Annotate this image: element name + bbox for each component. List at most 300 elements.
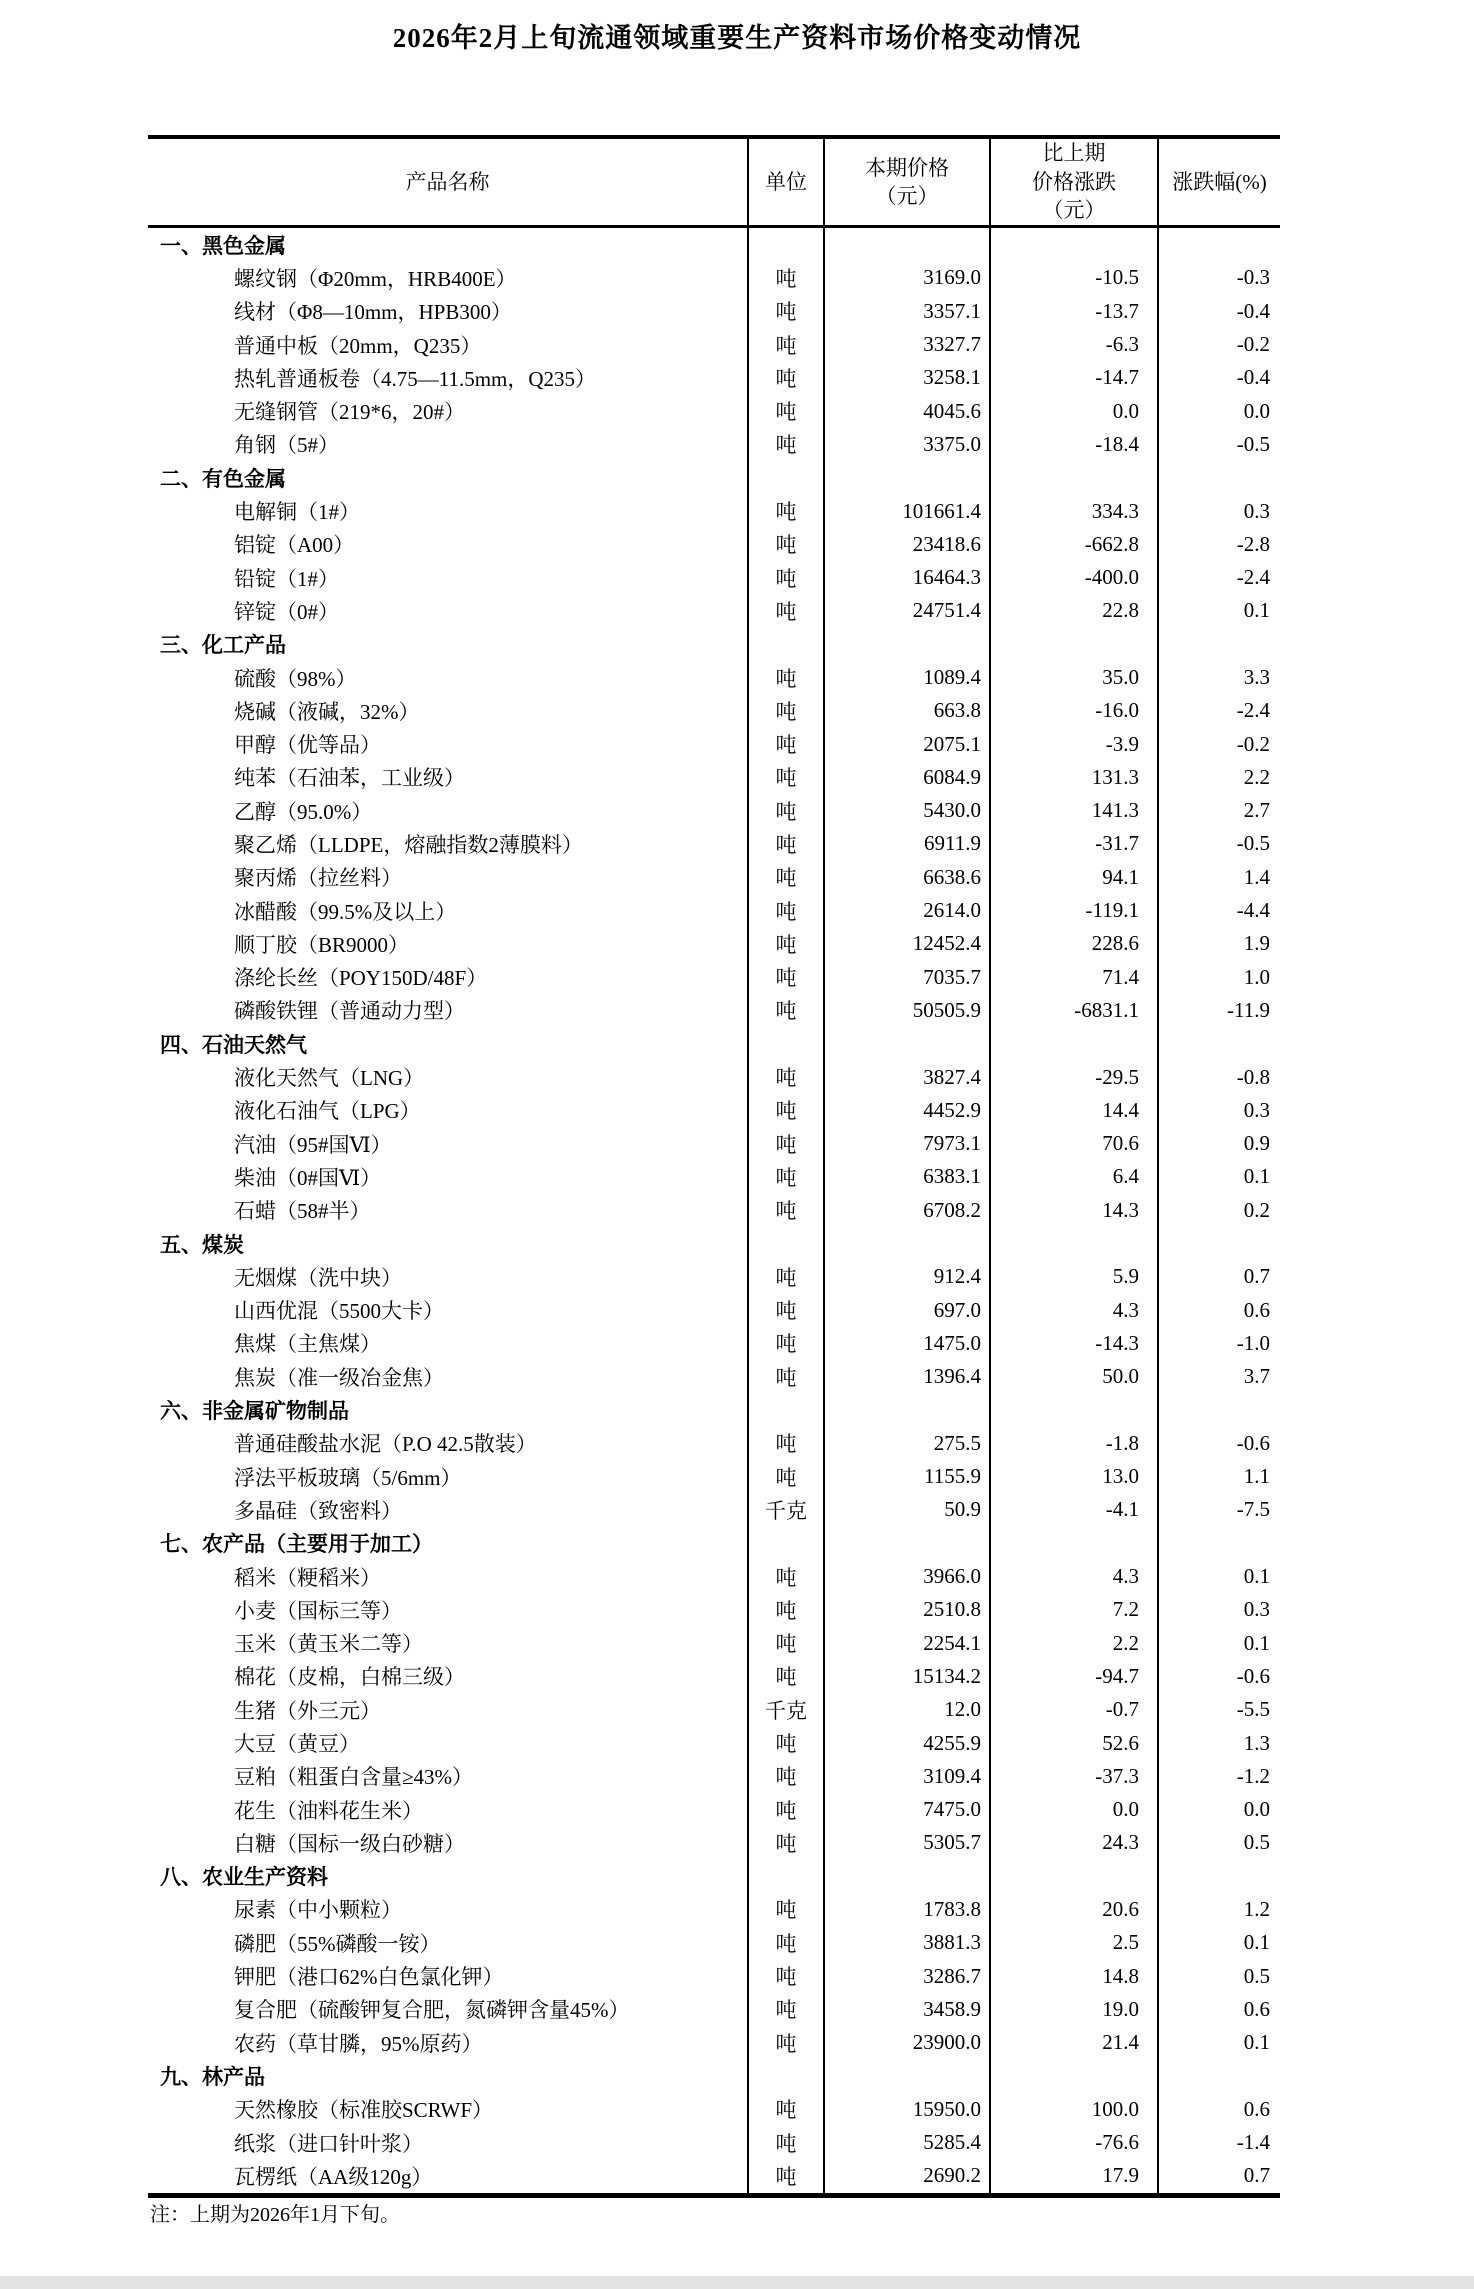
product-cell: 小麦（国标三等） — [234, 1598, 402, 1623]
table-row — [148, 1360, 1280, 1393]
table-row — [148, 1926, 1280, 1959]
unit-cell: 吨 — [748, 694, 824, 727]
table-row — [148, 1294, 1280, 1327]
table-row — [148, 694, 1280, 727]
pct-cell: -0.2 — [1158, 328, 1280, 361]
unit-cell: 吨 — [748, 994, 824, 1027]
product-cell: 花生（油料花生米） — [234, 1798, 423, 1823]
col-header-unit: 单位 — [748, 137, 824, 227]
change-cell: -94.7 — [990, 1660, 1158, 1693]
pct-cell: -0.8 — [1158, 1060, 1280, 1093]
unit-cell: 吨 — [748, 1127, 824, 1160]
pct-cell: -0.6 — [1158, 1427, 1280, 1460]
unit-cell: 吨 — [748, 1160, 824, 1193]
table-row — [148, 861, 1280, 894]
section-label: 六、非金属矿物制品 — [160, 1399, 349, 1424]
unit-cell: 吨 — [748, 1959, 824, 1992]
unit-cell — [748, 227, 824, 262]
change-cell: -18.4 — [990, 428, 1158, 461]
price-cell — [824, 1027, 990, 1060]
unit-cell: 吨 — [748, 494, 824, 527]
table-row — [148, 1826, 1280, 1859]
price-cell: 912.4 — [824, 1260, 990, 1293]
table-row — [148, 1660, 1280, 1693]
pct-cell: 0.9 — [1158, 1127, 1280, 1160]
product-cell: 石蜡（58#半） — [234, 1199, 371, 1224]
product-cell: 稻米（粳稻米） — [234, 1565, 381, 1590]
price-table — [148, 135, 1280, 2198]
product-cell: 锌锭（0#） — [234, 599, 339, 624]
price-cell: 697.0 — [824, 1294, 990, 1327]
product-cell: 液化石油气（LPG） — [234, 1099, 421, 1124]
unit-cell: 吨 — [748, 1094, 824, 1127]
change-cell — [990, 1393, 1158, 1426]
change-cell: -14.7 — [990, 361, 1158, 394]
change-cell: 14.8 — [990, 1959, 1158, 1992]
pct-cell: -1.4 — [1158, 2126, 1280, 2159]
price-cell: 6911.9 — [824, 827, 990, 860]
product-cell: 棉花（皮棉，白棉三级） — [234, 1665, 465, 1690]
pct-cell: 1.9 — [1158, 927, 1280, 960]
price-cell: 3286.7 — [824, 1959, 990, 1992]
section-row — [148, 2059, 1280, 2092]
change-cell: -31.7 — [990, 827, 1158, 860]
unit-cell: 吨 — [748, 261, 824, 294]
product-cell: 磷酸铁锂（普通动力型） — [234, 999, 465, 1024]
unit-cell: 吨 — [748, 1460, 824, 1493]
product-cell: 线材（Φ8—10mm，HPB300） — [234, 300, 512, 325]
change-cell — [990, 1227, 1158, 1260]
unit-cell: 吨 — [748, 1826, 824, 1859]
pct-cell: -0.2 — [1158, 727, 1280, 760]
pct-cell: 0.0 — [1158, 1793, 1280, 1826]
change-cell: 70.6 — [990, 1127, 1158, 1160]
product-cell: 乙醇（95.0%） — [234, 799, 373, 824]
change-cell: 94.1 — [990, 861, 1158, 894]
product-cell: 铅锭（1#） — [234, 566, 339, 591]
price-cell: 1396.4 — [824, 1360, 990, 1393]
table-row — [148, 1127, 1280, 1160]
section-label: 八、农业生产资料 — [160, 1865, 328, 1890]
pct-cell — [1158, 628, 1280, 661]
product-cell: 液化天然气（LNG） — [234, 1066, 425, 1091]
unit-cell: 吨 — [748, 1660, 824, 1693]
table-row — [148, 927, 1280, 960]
unit-cell: 吨 — [748, 1993, 824, 2026]
price-cell: 4255.9 — [824, 1726, 990, 1759]
pct-cell: 1.0 — [1158, 961, 1280, 994]
unit-cell: 吨 — [748, 1194, 824, 1227]
price-cell — [824, 461, 990, 494]
pct-cell — [1158, 2059, 1280, 2092]
price-cell: 50505.9 — [824, 994, 990, 1027]
price-cell: 1089.4 — [824, 661, 990, 694]
price-cell: 6383.1 — [824, 1160, 990, 1193]
change-cell — [990, 461, 1158, 494]
section-row — [148, 227, 1280, 262]
pct-cell: 0.7 — [1158, 1260, 1280, 1293]
col-header-change — [990, 137, 1158, 227]
unit-cell: 吨 — [748, 927, 824, 960]
change-cell: 0.0 — [990, 1793, 1158, 1826]
unit-cell: 吨 — [748, 727, 824, 760]
col-header-product: 产品名称 — [148, 137, 748, 227]
product-cell: 磷肥（55%磷酸一铵） — [234, 1931, 441, 1956]
unit-cell: 千克 — [748, 1693, 824, 1726]
table-row — [148, 1327, 1280, 1360]
product-cell: 电解铜（1#） — [234, 500, 360, 525]
price-cell: 12452.4 — [824, 927, 990, 960]
change-cell: 24.3 — [990, 1826, 1158, 1859]
pct-cell: -0.3 — [1158, 261, 1280, 294]
product-cell: 纯苯（石油苯，工业级） — [234, 766, 465, 791]
change-cell — [990, 1860, 1158, 1893]
price-cell: 3258.1 — [824, 361, 990, 394]
section-label: 二、有色金属 — [160, 466, 286, 491]
price-cell: 3169.0 — [824, 261, 990, 294]
col-header-change-line2: 价格涨跌 — [1032, 169, 1116, 194]
col-header-change-line3: （元） — [1042, 198, 1106, 223]
table-row — [148, 1493, 1280, 1526]
unit-cell: 吨 — [748, 2159, 824, 2195]
pct-cell: -2.8 — [1158, 528, 1280, 561]
change-cell: 100.0 — [990, 2093, 1158, 2126]
change-cell: 334.3 — [990, 494, 1158, 527]
change-cell: 22.8 — [990, 594, 1158, 627]
product-cell: 钾肥（港口62%白色氯化钾） — [234, 1965, 504, 1990]
unit-cell: 吨 — [748, 1793, 824, 1826]
pct-cell: 3.3 — [1158, 661, 1280, 694]
table-row — [148, 1560, 1280, 1593]
section-row — [148, 1227, 1280, 1260]
change-cell: -29.5 — [990, 1060, 1158, 1093]
change-cell: -13.7 — [990, 295, 1158, 328]
change-cell: 20.6 — [990, 1893, 1158, 1926]
price-cell: 5285.4 — [824, 2126, 990, 2159]
unit-cell: 吨 — [748, 428, 824, 461]
price-cell: 3881.3 — [824, 1926, 990, 1959]
product-cell: 顺丁胶（BR9000） — [234, 932, 410, 957]
product-cell: 多晶硅（致密料） — [234, 1498, 402, 1523]
table-row — [148, 727, 1280, 760]
unit-cell — [748, 1027, 824, 1060]
price-cell: 2075.1 — [824, 727, 990, 760]
unit-cell: 吨 — [748, 827, 824, 860]
price-cell: 2254.1 — [824, 1626, 990, 1659]
price-cell — [824, 628, 990, 661]
col-header-change-line1: 比上期 — [1042, 141, 1106, 166]
unit-cell: 吨 — [748, 1360, 824, 1393]
change-cell: -16.0 — [990, 694, 1158, 727]
table-row — [148, 1260, 1280, 1293]
section-row — [148, 628, 1280, 661]
unit-cell — [748, 1860, 824, 1893]
change-cell — [990, 227, 1158, 262]
price-cell: 6708.2 — [824, 1194, 990, 1227]
table-row — [148, 528, 1280, 561]
price-cell: 275.5 — [824, 1427, 990, 1460]
change-cell: 7.2 — [990, 1593, 1158, 1626]
product-cell: 硫酸（98%） — [234, 666, 357, 691]
unit-cell: 吨 — [748, 295, 824, 328]
change-cell: 6.4 — [990, 1160, 1158, 1193]
pct-cell: -1.0 — [1158, 1327, 1280, 1360]
product-cell: 铝锭（A00） — [234, 533, 355, 558]
pct-cell: 0.5 — [1158, 1826, 1280, 1859]
unit-cell: 千克 — [748, 1493, 824, 1526]
change-cell: -6.3 — [990, 328, 1158, 361]
unit-cell: 吨 — [748, 1060, 824, 1093]
table-row — [148, 1160, 1280, 1193]
product-cell: 大豆（黄豆） — [234, 1732, 360, 1756]
pct-cell — [1158, 227, 1280, 262]
pct-cell: 0.1 — [1158, 1560, 1280, 1593]
change-cell: -662.8 — [990, 528, 1158, 561]
price-cell: 4045.6 — [824, 394, 990, 427]
section-label: 七、农产品（主要用于加工） — [160, 1532, 433, 1557]
pct-cell — [1158, 1027, 1280, 1060]
price-cell: 1475.0 — [824, 1327, 990, 1360]
pct-cell: 0.1 — [1158, 2026, 1280, 2059]
unit-cell: 吨 — [748, 528, 824, 561]
change-cell: -3.9 — [990, 727, 1158, 760]
price-cell: 3327.7 — [824, 328, 990, 361]
unit-cell: 吨 — [748, 1327, 824, 1360]
unit-cell: 吨 — [748, 1294, 824, 1327]
pct-cell: 1.3 — [1158, 1726, 1280, 1759]
product-cell: 涤纶长丝（POY150D/48F） — [234, 966, 488, 991]
pct-cell: -0.6 — [1158, 1660, 1280, 1693]
section-row — [148, 1027, 1280, 1060]
table-row — [148, 961, 1280, 994]
price-cell: 50.9 — [824, 1493, 990, 1526]
section-label: 四、石油天然气 — [160, 1032, 307, 1057]
pct-cell: 2.7 — [1158, 794, 1280, 827]
price-cell: 3109.4 — [824, 1760, 990, 1793]
table-row — [148, 827, 1280, 860]
price-cell — [824, 1527, 990, 1560]
product-cell: 复合肥（硫酸钾复合肥，氮磷钾含量45%） — [234, 1998, 630, 2023]
section-label: 九、林产品 — [160, 2064, 265, 2089]
product-cell: 农药（草甘膦，95%原药） — [234, 2031, 483, 2056]
price-cell — [824, 2059, 990, 2092]
change-cell: 141.3 — [990, 794, 1158, 827]
unit-cell: 吨 — [748, 394, 824, 427]
product-cell: 聚丙烯（拉丝料） — [234, 866, 402, 891]
unit-cell: 吨 — [748, 794, 824, 827]
section-row — [148, 461, 1280, 494]
product-cell: 热轧普通板卷（4.75—11.5mm，Q235） — [234, 366, 597, 391]
pct-cell: 0.1 — [1158, 1160, 1280, 1193]
table-row — [148, 794, 1280, 827]
table-row — [148, 1693, 1280, 1726]
col-header-pct: 涨跌幅(%) — [1158, 137, 1280, 227]
price-cell: 101661.4 — [824, 494, 990, 527]
table-row — [148, 1626, 1280, 1659]
change-cell: 228.6 — [990, 927, 1158, 960]
product-cell: 甲醇（优等品） — [234, 733, 381, 758]
product-cell: 瓦楞纸（AA级120g） — [234, 2164, 433, 2189]
unit-cell: 吨 — [748, 2093, 824, 2126]
pct-cell: 0.0 — [1158, 394, 1280, 427]
table-row — [148, 1760, 1280, 1793]
price-cell: 24751.4 — [824, 594, 990, 627]
product-cell: 聚乙烯（LLDPE，熔融指数2薄膜料） — [234, 832, 583, 857]
change-cell: 14.4 — [990, 1094, 1158, 1127]
change-cell: -4.1 — [990, 1493, 1158, 1526]
product-cell: 天然橡胶（标准胶SCRWF） — [234, 2098, 494, 2123]
price-cell — [824, 1860, 990, 1893]
table-row — [148, 261, 1280, 294]
table-row — [148, 661, 1280, 694]
price-cell: 16464.3 — [824, 561, 990, 594]
product-cell: 生猪（外三元） — [234, 1698, 381, 1723]
change-cell: 52.6 — [990, 1726, 1158, 1759]
pct-cell: -0.4 — [1158, 295, 1280, 328]
product-cell: 焦炭（准一级冶金焦） — [234, 1365, 444, 1390]
table-row — [148, 561, 1280, 594]
pct-cell: 3.7 — [1158, 1360, 1280, 1393]
pct-cell: 0.1 — [1158, 594, 1280, 627]
header-row — [148, 137, 1280, 227]
price-cell: 7475.0 — [824, 1793, 990, 1826]
unit-cell — [748, 1227, 824, 1260]
product-cell: 玉米（黄玉米二等） — [234, 1632, 423, 1657]
pct-cell: 0.1 — [1158, 1626, 1280, 1659]
table-row — [148, 295, 1280, 328]
price-cell: 3375.0 — [824, 428, 990, 461]
col-header-price-line2: （元） — [875, 184, 939, 208]
unit-cell: 吨 — [748, 1593, 824, 1626]
change-cell — [990, 1027, 1158, 1060]
change-cell: 0.0 — [990, 394, 1158, 427]
unit-cell: 吨 — [748, 894, 824, 927]
product-cell: 焦煤（主焦煤） — [234, 1332, 381, 1357]
change-cell — [990, 2059, 1158, 2092]
product-cell: 普通硅酸盐水泥（P.O 42.5散装） — [234, 1432, 537, 1457]
price-cell: 663.8 — [824, 694, 990, 727]
product-cell: 柴油（0#国Ⅵ） — [234, 1165, 382, 1190]
change-cell: 4.3 — [990, 1560, 1158, 1593]
unit-cell: 吨 — [748, 1893, 824, 1926]
product-cell: 山西优混（5500大卡） — [234, 1299, 444, 1324]
pct-cell: -11.9 — [1158, 994, 1280, 1027]
pct-cell: -0.4 — [1158, 361, 1280, 394]
price-cell — [824, 1227, 990, 1260]
section-label: 一、黑色金属 — [160, 233, 286, 258]
pct-cell: 0.7 — [1158, 2159, 1280, 2195]
change-cell — [990, 628, 1158, 661]
section-row — [148, 1860, 1280, 1893]
change-cell: 131.3 — [990, 761, 1158, 794]
unit-cell: 吨 — [748, 2126, 824, 2159]
unit-cell: 吨 — [748, 328, 824, 361]
pct-cell: 1.4 — [1158, 861, 1280, 894]
unit-cell — [748, 628, 824, 661]
pct-cell: 2.2 — [1158, 761, 1280, 794]
pct-cell: 0.2 — [1158, 1194, 1280, 1227]
price-cell: 5305.7 — [824, 1826, 990, 1859]
change-cell: 17.9 — [990, 2159, 1158, 2195]
product-cell: 烧碱（液碱，32%） — [234, 699, 420, 724]
unit-cell: 吨 — [748, 361, 824, 394]
pct-cell: -0.5 — [1158, 428, 1280, 461]
change-cell: -119.1 — [990, 894, 1158, 927]
change-cell: 4.3 — [990, 1294, 1158, 1327]
pct-cell: 0.3 — [1158, 1593, 1280, 1626]
product-cell: 角钢（5#） — [234, 433, 339, 458]
change-cell: 14.3 — [990, 1194, 1158, 1227]
section-label: 三、化工产品 — [160, 633, 286, 658]
product-cell: 螺纹钢（Φ20mm，HRB400E） — [234, 266, 517, 291]
col-header-price — [824, 137, 990, 227]
unit-cell: 吨 — [748, 1260, 824, 1293]
change-cell: -400.0 — [990, 561, 1158, 594]
change-cell: 5.9 — [990, 1260, 1158, 1293]
pct-cell — [1158, 1527, 1280, 1560]
unit-cell — [748, 1527, 824, 1560]
price-cell: 7035.7 — [824, 961, 990, 994]
table-row — [148, 1094, 1280, 1127]
price-cell: 3827.4 — [824, 1060, 990, 1093]
table-row — [148, 1959, 1280, 1992]
unit-cell: 吨 — [748, 761, 824, 794]
table-row — [148, 761, 1280, 794]
unit-cell: 吨 — [748, 1726, 824, 1759]
table-row — [148, 2159, 1280, 2195]
section-row — [148, 1393, 1280, 1426]
product-cell: 冰醋酸（99.5%及以上） — [234, 899, 457, 924]
product-cell: 无烟煤（洗中块） — [234, 1265, 402, 1290]
table-row — [148, 428, 1280, 461]
change-cell: -6831.1 — [990, 994, 1158, 1027]
price-cell: 1155.9 — [824, 1460, 990, 1493]
price-cell — [824, 1393, 990, 1426]
change-cell: -14.3 — [990, 1327, 1158, 1360]
pct-cell: 0.1 — [1158, 1926, 1280, 1959]
pct-cell: -0.5 — [1158, 827, 1280, 860]
price-cell: 23900.0 — [824, 2026, 990, 2059]
price-cell: 7973.1 — [824, 1127, 990, 1160]
table-row — [148, 1460, 1280, 1493]
change-cell: 71.4 — [990, 961, 1158, 994]
pct-cell: 0.3 — [1158, 1094, 1280, 1127]
col-header-price-line1: 本期价格 — [865, 155, 949, 180]
table-row — [148, 1427, 1280, 1460]
product-cell: 无缝钢管（219*6，20#） — [234, 400, 465, 425]
unit-cell: 吨 — [748, 561, 824, 594]
table-row — [148, 2093, 1280, 2126]
unit-cell: 吨 — [748, 2026, 824, 2059]
price-cell: 5430.0 — [824, 794, 990, 827]
unit-cell: 吨 — [748, 594, 824, 627]
pct-cell: -1.2 — [1158, 1760, 1280, 1793]
table-row — [148, 1793, 1280, 1826]
price-cell: 23418.6 — [824, 528, 990, 561]
table-row — [148, 1993, 1280, 2026]
table-row — [148, 994, 1280, 1027]
table-row — [148, 2126, 1280, 2159]
price-cell: 1783.8 — [824, 1893, 990, 1926]
price-cell — [824, 227, 990, 262]
unit-cell: 吨 — [748, 861, 824, 894]
change-cell: 19.0 — [990, 1993, 1158, 2026]
price-cell: 4452.9 — [824, 1094, 990, 1127]
product-cell: 白糖（国标一级白砂糖） — [234, 1831, 465, 1856]
section-row — [148, 1527, 1280, 1560]
change-cell: 13.0 — [990, 1460, 1158, 1493]
unit-cell: 吨 — [748, 1926, 824, 1959]
